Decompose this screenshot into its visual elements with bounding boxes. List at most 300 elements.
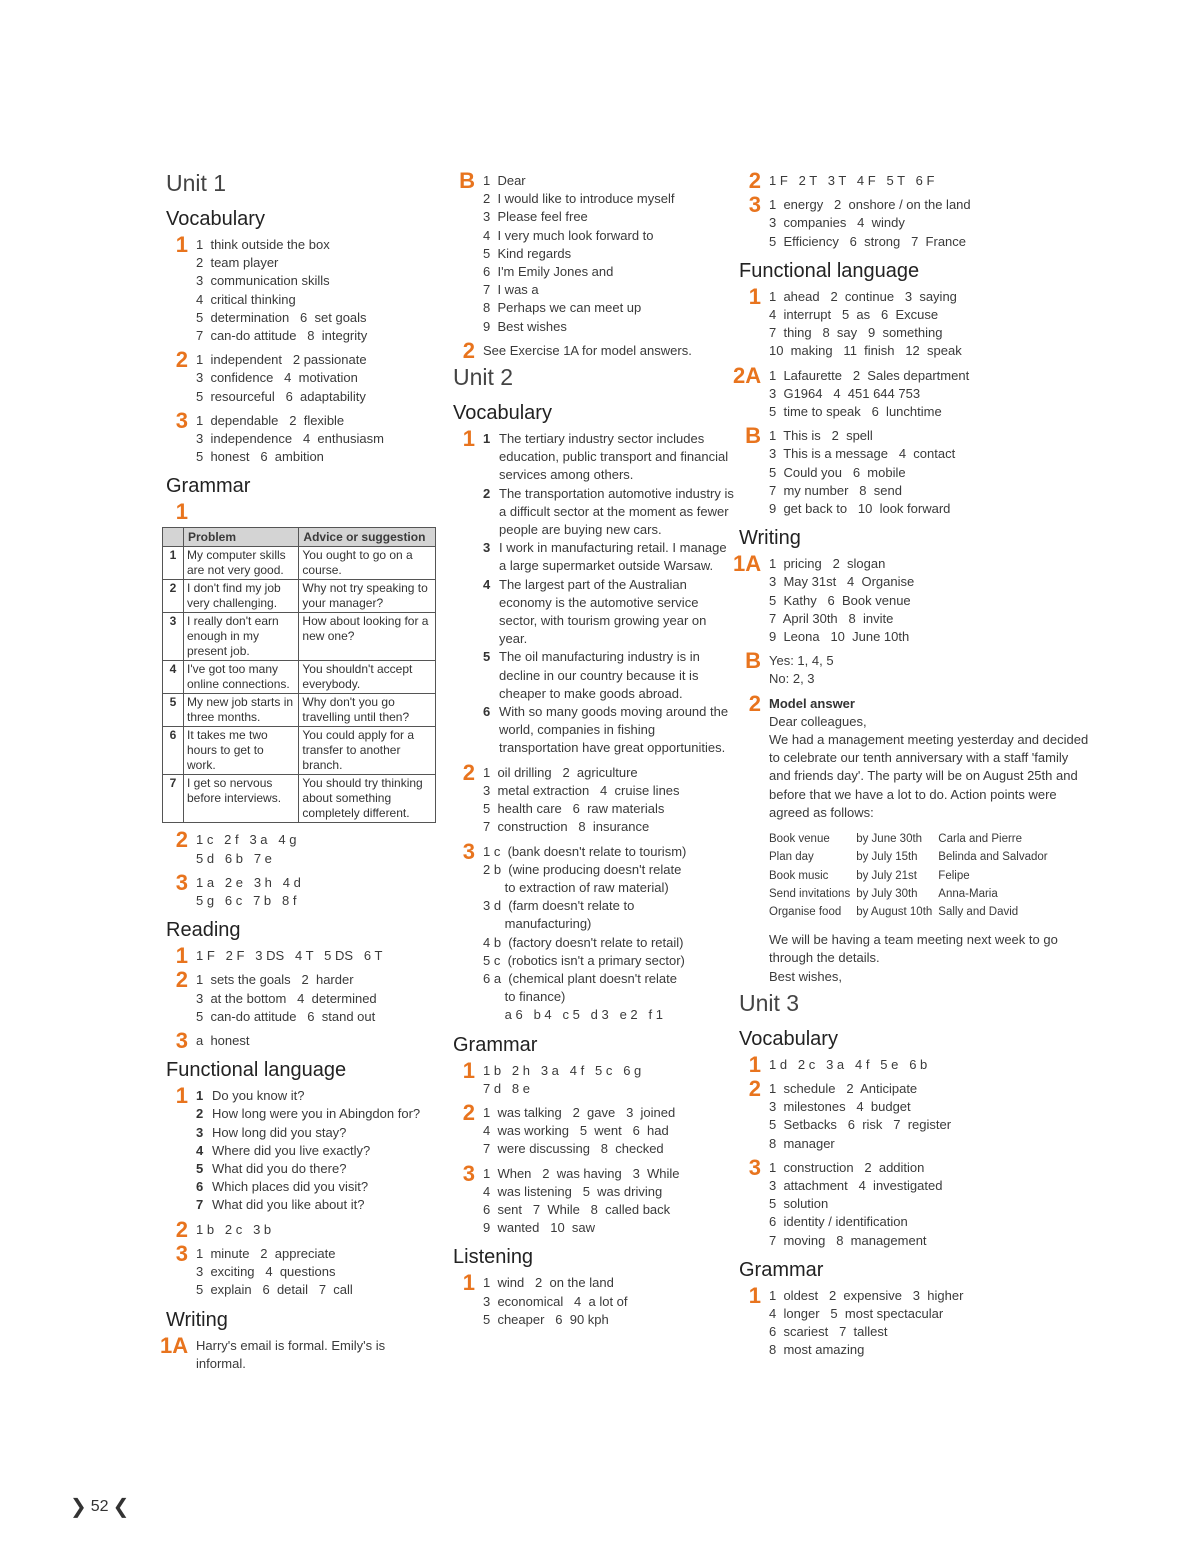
answer-line: See Exercise 1A for model answers. [483, 342, 692, 358]
answer-line: 5 determination 6 set goals [196, 309, 367, 325]
item-text: The oil manufacturing industry is in decline in our country because it is cheaper to make goods abroad. [499, 649, 700, 701]
plan-cell: by July 15th [856, 851, 918, 864]
row-number: 6 [163, 727, 184, 775]
answer-line: 4 critical thinking [196, 291, 296, 307]
section-heading: Listening [453, 1246, 534, 1269]
plan-cell: Felipe [938, 869, 970, 882]
problem-cell: I don't find my job very challenging. [184, 580, 299, 613]
exercise-number: 3 [462, 1160, 475, 1186]
exercise-answers [483, 1165, 737, 1238]
answer-line: 1 sets the goals 2 harder [196, 972, 354, 988]
item-number: 2 [196, 1106, 204, 1122]
section-heading: Grammar [739, 1258, 824, 1281]
exercise-number: B [745, 423, 761, 449]
item-text: The largest part of the Australian economy is the automotive service sector, with tourism growing year on year. [499, 576, 707, 647]
answer-line: 4 interrupt 5 as 6 Excuse [769, 307, 939, 323]
plan-cell: by July 30th [856, 887, 918, 900]
item-text: How long did you stay? [212, 1124, 347, 1140]
exercise [447, 1099, 737, 1159]
exercise-answers [483, 1104, 737, 1159]
model-paragraph: We had a management meeting yesterday and decided to celebrate our tenth anniversary with a staff 'family and friends day'. The party will be on August 25th and before that we have a lot to do. Action points were agreed as follows: [769, 732, 1089, 820]
problem-cell: It takes me two hours to get to work. [184, 727, 299, 775]
exercise-answers [483, 342, 737, 360]
exercise-number: 2 [748, 1075, 761, 1101]
answer-line: 4 longer 5 most spectacular [769, 1305, 944, 1321]
answer-line: 3 communication skills [196, 273, 330, 289]
plan-cell: Plan day [769, 851, 814, 864]
row-number: 1 [163, 547, 184, 580]
exercise-number: 1 [462, 426, 475, 452]
exercise [160, 1028, 445, 1054]
exercise-number: 1 [175, 232, 188, 257]
answer-line: 4 b (factory doesn't relate to retail) [483, 934, 684, 950]
answer-line: 1 oldest 2 expensive 3 higher [769, 1287, 964, 1303]
item-text: How long were you in Abingdon for? [212, 1106, 421, 1122]
answer-item [196, 1160, 445, 1178]
table-row [163, 580, 436, 613]
unit-heading: Unit 2 [453, 364, 514, 391]
answer-line: 9 Best wishes [483, 318, 567, 334]
exercise-answers [196, 1032, 445, 1050]
plan-cell: Anna-Maria [938, 887, 998, 900]
advice-cell: Why don't you go travelling until then? [299, 694, 436, 727]
answer-line: 3 independence 4 enthusiasm [196, 431, 384, 447]
answer-line: 1 construction 2 addition [769, 1159, 925, 1175]
exercise [160, 943, 445, 969]
exercise-answers [769, 1056, 1093, 1074]
table-row [163, 613, 436, 661]
answer-line: 1 d 2 c 3 a 4 f 5 e 6 b [769, 1056, 928, 1072]
answer-line: 1 minute 2 appreciate [196, 1245, 336, 1261]
item-number: 3 [483, 540, 491, 556]
exercise [160, 232, 445, 345]
advice-cell: How about looking for a new one? [299, 613, 436, 661]
exercise [733, 1051, 1093, 1077]
exercise-answers [483, 172, 737, 336]
answer-line: 1 Dear [483, 173, 526, 188]
exercise [733, 283, 1093, 361]
exercise-number: 2 [175, 967, 188, 993]
exercise-number: 2 [462, 759, 475, 785]
exercise [160, 967, 445, 1026]
page-number: 52 [90, 1497, 109, 1515]
answer-line: 1 c (bank doesn't relate to tourism) [483, 843, 687, 859]
item-text: Which places did you visit? [212, 1179, 369, 1195]
answer-line: 5 can-do attitude 6 stand out [196, 1008, 376, 1024]
exercise-number: 1 [175, 943, 188, 969]
answer-line: 2 team player [196, 255, 279, 271]
chevron-right-icon: ❯ [70, 1496, 87, 1518]
table-row [163, 547, 436, 580]
problem-cell: I get so nervous before interviews. [184, 775, 299, 823]
answer-line: 8 manager [769, 1135, 835, 1151]
exercise [160, 827, 445, 867]
exercise-number: 2 [748, 168, 761, 193]
answer-item [196, 1124, 445, 1142]
plan-cell: Organise food [769, 905, 842, 918]
answer-line: 1 independent 2 passionate [196, 352, 367, 368]
plan-cell: Book music [769, 869, 829, 882]
answer-line: 1 dependable 2 flexible [196, 412, 345, 428]
answer-line: 6 identity / identification [769, 1214, 908, 1230]
exercise-answers [196, 1245, 445, 1300]
item-number: 6 [483, 704, 491, 720]
answer-line: 5 explain 6 detail 7 call [196, 1282, 353, 1298]
answer-item [483, 703, 737, 758]
answer-line: 1 pricing 2 slogan [769, 556, 886, 572]
exercise-number: 1 [175, 1083, 188, 1109]
exercise-answers [483, 1062, 737, 1098]
exercise [733, 551, 1093, 646]
table-header-row [163, 528, 436, 547]
exercise-answers [196, 874, 445, 910]
plan-row [769, 903, 1054, 921]
plan-cell: Book venue [769, 833, 830, 846]
exercise-answers [769, 196, 1093, 251]
answer-line: 1 F 2 T 3 T 4 F 5 T 6 F [769, 173, 935, 188]
item-number: 4 [483, 576, 491, 592]
plan-cell: Belinda and Salvador [938, 851, 1048, 864]
answer-line: 1 When 2 was having 3 While [483, 1165, 680, 1181]
answer-line: 7 I was a [483, 282, 539, 298]
answer-line: 1 wind 2 on the land [483, 1275, 614, 1291]
plan-cell: Carla and Pierre [938, 833, 1023, 846]
section-heading: Writing [166, 1308, 228, 1331]
answer-item [483, 539, 737, 575]
exercise-number: 3 [748, 192, 761, 218]
answer-line: 3 metal extraction 4 cruise lines [483, 782, 680, 798]
answer-line: 1 schedule 2 Anticipate [769, 1080, 918, 1096]
answer-line: 3 This is a message 4 contact [769, 446, 956, 462]
advice-cell: Why not try speaking to your manager? [299, 580, 436, 613]
exercise-number: 3 [175, 407, 188, 433]
chevron-left-icon: ❮ [112, 1496, 130, 1518]
exercise-answers [769, 1287, 1093, 1360]
answer-line: 5 Efficiency 6 strong 7 France [769, 233, 967, 249]
exercise [733, 423, 1093, 518]
exercise-number: 3 [175, 869, 188, 895]
model-paragraph: Best wishes, [769, 968, 842, 984]
exercise-answers [483, 764, 737, 837]
answer-line: 3 attachment 4 investigated [769, 1177, 943, 1193]
answer-line: 1 b 2 c 3 b [196, 1221, 272, 1237]
answer-line: a 6 b 4 c 5 d 3 e 2 f 1 [483, 1007, 663, 1023]
section-heading: Vocabulary [739, 1027, 838, 1050]
answer-line: 5 g 6 c 7 b 8 f [196, 893, 297, 909]
section-heading: Functional language [166, 1059, 347, 1082]
exercise-answers [769, 652, 1093, 688]
section-heading: Functional language [739, 259, 920, 282]
exercise-answers [196, 412, 445, 467]
exercise [160, 1332, 445, 1373]
answer-line: 3 exciting 4 questions [196, 1264, 336, 1280]
answer-line: 4 was listening 5 was driving [483, 1183, 663, 1199]
answer-line: 8 most amazing [769, 1342, 865, 1358]
column-header: Problem [184, 528, 299, 547]
section-heading: Reading [166, 919, 241, 942]
table-row [163, 661, 436, 694]
exercise-answers [196, 971, 445, 1026]
answer-line: 1 a 2 e 3 h 4 d [196, 874, 301, 890]
exercise [733, 362, 1093, 422]
answer-line: 6 a (chemical plant doesn't relate [483, 970, 677, 986]
exercise-number: 2 [175, 827, 188, 853]
answer-line: to finance) [483, 989, 566, 1005]
answer-line: 3 May 31st 4 Organise [769, 574, 915, 590]
problem-cell: I really don't earn enough in my present job. [184, 613, 299, 661]
row-number: 7 [163, 775, 184, 823]
answer-line: 7 d 8 e [483, 1080, 530, 1096]
item-text: Where did you live exactly? [212, 1142, 371, 1158]
exercise [160, 347, 445, 406]
item-number: 1 [483, 431, 491, 447]
row-number: 4 [163, 661, 184, 694]
answer-line: 6 scariest 7 tallest [769, 1324, 888, 1340]
item-number: 5 [483, 649, 491, 665]
answer-line: 3 companies 4 windy [769, 215, 905, 231]
exercise [447, 1270, 737, 1329]
table-row [163, 727, 436, 775]
exercise-number: 2 [748, 690, 761, 716]
item-text: With so many goods moving around the world, companies in fishing transportation have great opportunities. [499, 704, 729, 756]
exercise-number: B [745, 648, 761, 674]
answer-line: 1 b 2 h 3 a 4 f 5 c 6 g [483, 1062, 642, 1078]
advice-cell: You should try thinking about something completely different. [299, 775, 436, 823]
problem-cell: My computer skills are not very good. [184, 547, 299, 580]
exercise-answers [769, 367, 1093, 422]
unit-heading: Unit 3 [739, 989, 800, 1016]
plan-row [769, 848, 1054, 866]
plan-cell: by June 30th [856, 833, 923, 846]
answer-line: Harry's email is formal. Emily's is [196, 1337, 386, 1353]
exercise-number: 3 [175, 1028, 188, 1054]
answer-line: informal. [196, 1355, 246, 1371]
exercise-answers [196, 947, 445, 965]
exercise-number: 1 [462, 1270, 475, 1296]
advice-cell: You shouldn't accept everybody. [299, 661, 436, 694]
answer-line: 10 making 11 finish 12 speak [769, 343, 962, 359]
plan-cell: Sally and David [938, 905, 1019, 918]
exercise [733, 1075, 1093, 1153]
answer-line: 5 honest 6 ambition [196, 449, 324, 465]
plan-cell: Send invitations [769, 887, 851, 900]
answer-line: No: 2, 3 [769, 671, 815, 687]
exercise-number: 1A [733, 551, 762, 577]
answer-line: 9 get back to 10 look forward [769, 501, 951, 517]
answer-line: 5 time to speak 6 lunchtime [769, 404, 942, 420]
answer-item [483, 648, 737, 703]
exercise [160, 1240, 445, 1300]
answer-line: 6 sent 7 While 8 called back [483, 1201, 671, 1217]
answer-line: 3 d (farm doesn't relate to [483, 898, 635, 914]
section-heading: Grammar [453, 1033, 538, 1056]
answer-line: 1 was talking 2 gave 3 joined [483, 1104, 676, 1120]
column-3 [733, 168, 1093, 1366]
answer-line: 5 Could you 6 mobile [769, 464, 906, 480]
answer-line: 1 F 2 F 3 DS 4 T 5 DS 6 T [196, 948, 383, 964]
exercise-answers [769, 427, 1093, 518]
answer-line: 3 confidence 4 motivation [196, 370, 358, 386]
item-text: Do you know it? [212, 1088, 305, 1104]
item-number: 5 [196, 1161, 204, 1177]
table-row [163, 775, 436, 823]
exercise [733, 648, 1093, 688]
plan-cell: by July 21st [856, 869, 917, 882]
answer-line: 7 construction 8 insurance [483, 819, 650, 835]
exercise-answers [769, 1159, 1093, 1250]
answer-item [196, 1142, 445, 1160]
item-number: 6 [196, 1179, 204, 1195]
action-plan-table [769, 830, 1054, 921]
answer-item [196, 1196, 445, 1214]
answer-line: 1 ahead 2 continue 3 saying [769, 288, 957, 304]
exercise-number: 1A [160, 1332, 189, 1358]
section-heading: Grammar [166, 475, 251, 498]
answer-line: 1 oil drilling 2 agriculture [483, 764, 638, 780]
exercise [447, 838, 737, 1025]
answer-line: a honest [196, 1033, 250, 1049]
exercise-answers [483, 843, 737, 1025]
exercise-number: 1 [748, 283, 761, 309]
column-1 [160, 172, 445, 1379]
answer-line: 3 G1964 4 451 644 753 [769, 385, 921, 401]
exercise [447, 337, 737, 363]
exercise [447, 168, 737, 336]
exercise-number: 3 [175, 1240, 188, 1266]
answer-line: 7 my number 8 send [769, 482, 902, 498]
answer-line: 5 health care 6 raw materials [483, 801, 665, 817]
exercise [160, 407, 445, 467]
answer-line: 3 Please feel free [483, 209, 588, 225]
answer-line: manufacturing) [483, 916, 592, 932]
answer-line: to extraction of raw material) [483, 879, 669, 895]
exercise-number: 1 [748, 1051, 761, 1077]
answer-line: 9 wanted 10 saw [483, 1220, 596, 1236]
page-footer [70, 1494, 129, 1519]
model-answer-title: Model answer [769, 695, 855, 711]
exercise-answers [769, 555, 1093, 646]
plan-row [769, 867, 1054, 885]
section-heading: Vocabulary [166, 208, 265, 230]
exercise-answers [196, 1337, 445, 1373]
exercise-answers [196, 1087, 445, 1214]
answer-item [196, 1178, 445, 1196]
answer-line: 2 I would like to introduce myself [483, 191, 675, 207]
answer-line: 7 thing 8 say 9 something [769, 325, 943, 341]
answer-line: 5 d 6 b 7 e [196, 850, 272, 866]
exercise-answers [483, 430, 737, 758]
exercise-number: 2 [462, 1099, 475, 1125]
problem-cell: My new job starts in three months. [184, 694, 299, 727]
exercise-answers [196, 831, 445, 867]
answer-item [196, 1105, 445, 1123]
exercise [447, 1057, 737, 1098]
exercise [733, 1154, 1093, 1250]
exercise-number: 2 [175, 1216, 188, 1242]
exercise-answers [196, 1221, 445, 1239]
header-blank [163, 528, 184, 547]
exercise [447, 426, 737, 758]
answer-line: 6 I'm Emily Jones and [483, 264, 614, 280]
exercise [160, 499, 445, 525]
item-number: 3 [196, 1124, 204, 1140]
advice-cell: You ought to go on a course. [299, 547, 436, 580]
exercise [447, 1160, 737, 1238]
answer-line: 1 energy 2 onshore / on the land [769, 197, 971, 213]
answer-line: 7 can-do attitude 8 integrity [196, 328, 368, 344]
answer-item [196, 1087, 445, 1105]
item-text: The tertiary industry sector includes education, public transport and financial services among others. [499, 431, 729, 483]
exercise-number: 1 [462, 1057, 475, 1083]
row-number: 2 [163, 580, 184, 613]
section-heading: Vocabulary [453, 402, 552, 425]
answer-item [483, 485, 737, 540]
model-answer [769, 695, 1093, 986]
answer-line: 3 economical 4 a lot of [483, 1293, 628, 1309]
exercise-answers [483, 1274, 737, 1329]
answer-line: 4 was working 5 went 6 had [483, 1123, 669, 1139]
exercise [160, 1083, 445, 1214]
answer-line: 5 solution [769, 1196, 829, 1212]
item-text: I work in manufacturing retail. I manage a large supermarket outside Warsaw. [499, 540, 727, 574]
answer-line: 3 at the bottom 4 determined [196, 990, 377, 1006]
exercise [160, 869, 445, 910]
item-text: The transportation automotive industry is a difficult sector at the moment as fewer people are buying new cars. [499, 485, 734, 538]
exercise [733, 690, 1093, 986]
answer-item [483, 576, 737, 649]
exercise [733, 168, 1093, 193]
answer-line: 1 Lafaurette 2 Sales department [769, 367, 970, 383]
answer-line: 7 moving 8 management [769, 1232, 927, 1248]
answer-line: 5 Kathy 6 Book venue [769, 592, 911, 608]
exercise [160, 1216, 445, 1242]
answer-line: 1 This is 2 spell [769, 428, 873, 444]
answer-line: 1 c 2 f 3 a 4 g [196, 832, 297, 848]
plan-row [769, 830, 1054, 848]
answer-line: 3 milestones 4 budget [769, 1099, 911, 1115]
unit-heading: Unit 1 [166, 170, 227, 196]
exercise-number: 1 [175, 499, 188, 525]
exercise-answers [769, 1080, 1093, 1153]
answer-line: 4 I very much look forward to [483, 227, 654, 243]
table-row [163, 694, 436, 727]
answer-line: 1 think outside the box [196, 237, 330, 252]
column-header: Advice or suggestion [299, 528, 436, 547]
answer-item [483, 430, 737, 485]
item-number: 4 [196, 1142, 204, 1158]
row-number: 5 [163, 694, 184, 727]
answer-line: 9 Leona 10 June 10th [769, 629, 910, 645]
exercise [733, 192, 1093, 251]
exercise-answers [769, 172, 1093, 190]
answer-line: 5 Kind regards [483, 245, 572, 261]
answer-line: 5 resourceful 6 adaptability [196, 388, 366, 404]
exercise-answers [196, 236, 445, 345]
advice-table [162, 527, 436, 823]
section-heading: Writing [739, 527, 801, 550]
advice-cell: You could apply for a transfer to another branch. [299, 727, 436, 775]
item-number: 2 [483, 485, 491, 501]
plan-row [769, 885, 1054, 903]
row-number: 3 [163, 613, 184, 661]
item-number: 1 [196, 1088, 204, 1104]
exercise-answers [196, 351, 445, 406]
answer-line: 8 Perhaps we can meet up [483, 300, 642, 316]
exercise-number: 2 [175, 347, 188, 373]
answer-line: 5 c (robotics isn't a primary sector) [483, 952, 685, 968]
plan-cell: by August 10th [856, 905, 933, 918]
answer-line: Yes: 1, 4, 5 [769, 653, 834, 669]
